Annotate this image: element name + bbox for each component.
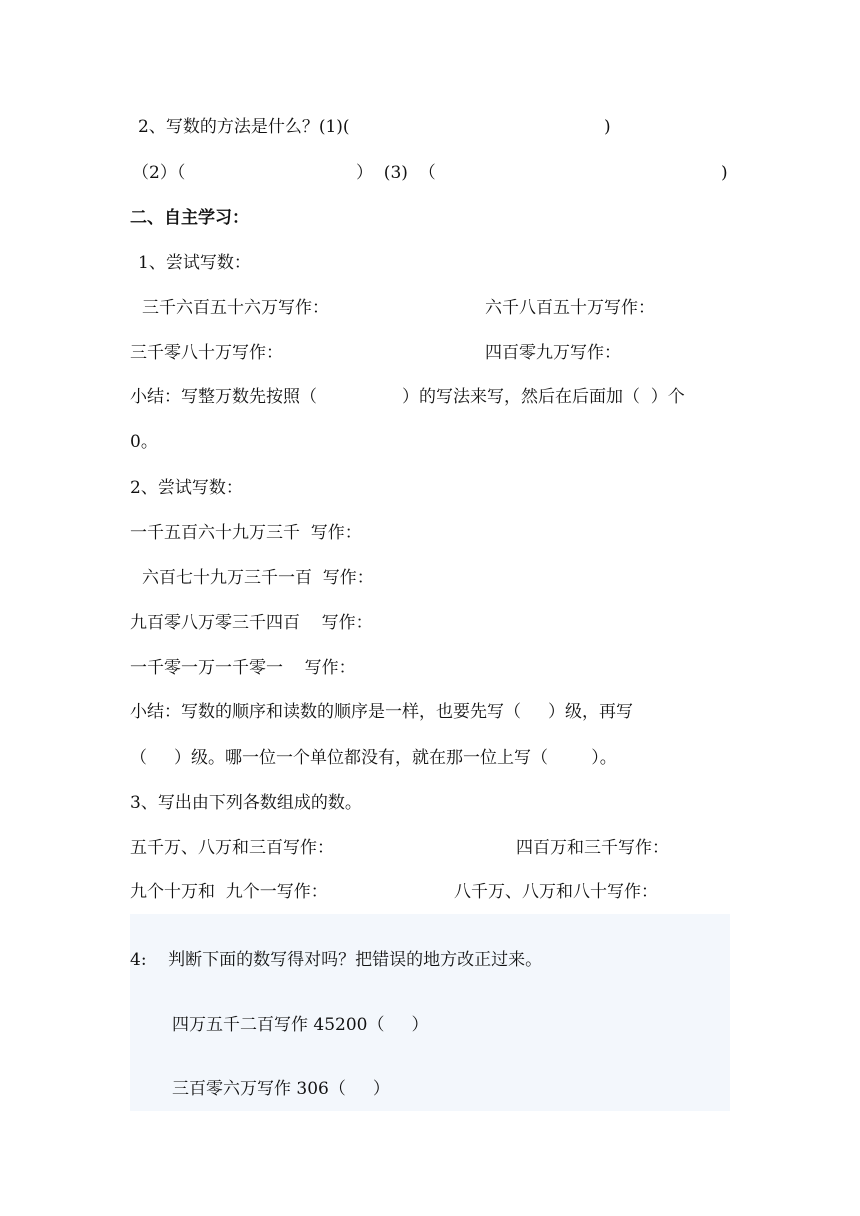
part1-item-1: 三千六百五十六万写作：	[142, 298, 329, 318]
part3-title: 3、写出由下列各数组成的数。	[130, 793, 362, 813]
q2-prompt: 2、写数的方法是什么？(1)(	[138, 117, 350, 137]
part2-summary-a: 小结：写数的顺序和读数的顺序是一样，也要先写（ ）级，再写	[130, 702, 634, 722]
part1-summary-c: 0。	[130, 432, 158, 452]
part1-title: 1、尝试写数：	[138, 253, 251, 273]
part3-item-4: 八千万、八万和八十写作：	[454, 882, 658, 902]
q2-line1-close: )	[604, 117, 611, 137]
part1-item-4: 四百零九万写作：	[485, 343, 621, 363]
part2-summary-b: （ ）级。哪一位一个单位都没有，就在那一位上写（ ）。	[130, 748, 617, 768]
part2-item-2: 六百七十九万三千一百 写作：	[142, 568, 374, 588]
part1-item-2: 六千八百五十万写作：	[485, 298, 655, 318]
part4-title: 4: 判断下面的数写得对吗？把错误的地方改正过来。	[130, 950, 543, 970]
part4-item-2: 三百零六万写作 306（ ）	[172, 1079, 390, 1099]
part2-title: 2、尝试写数：	[130, 478, 243, 498]
part2-item-3: 九百零八万零三千四百 写作：	[130, 613, 373, 633]
part3-item-1: 五千万、八万和三百写作：	[130, 838, 334, 858]
q2-line2-close: )	[721, 163, 728, 183]
part3-item-3: 九个十万和 九个一写作：	[130, 882, 328, 902]
q2-line2-a: （2）（	[132, 163, 186, 183]
part4-item-1: 四万五千二百写作 45200（ ）	[172, 1015, 429, 1035]
part3-item-2: 四百万和三千写作：	[516, 838, 669, 858]
section-heading: 二、自主学习：	[130, 208, 249, 228]
part2-item-4: 一千零一万一千零一 写作：	[130, 658, 356, 678]
part2-item-1: 一千五百六十九万三千 写作：	[130, 523, 362, 543]
part1-item-3: 三千零八十万写作：	[130, 343, 283, 363]
part1-summary-a: 小结：写整万数先按照（	[130, 387, 317, 407]
q2-line1	[138, 116, 350, 138]
part1-summary-b: ）的写法来写，然后在后面加（ ）个	[402, 387, 685, 407]
q2-line2-b: ） (3) （	[356, 163, 436, 183]
